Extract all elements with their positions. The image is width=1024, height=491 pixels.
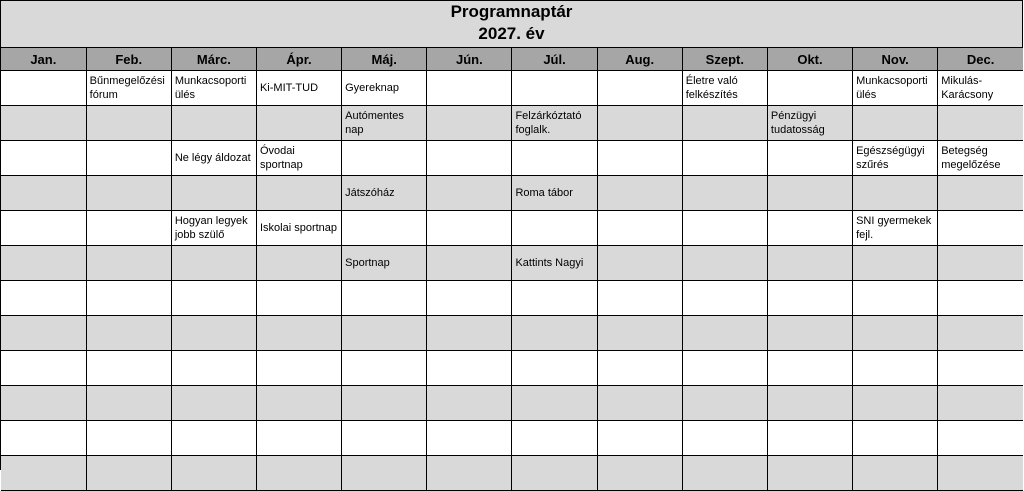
program-cell[interactable] — [682, 316, 767, 351]
program-cell[interactable] — [938, 246, 1023, 281]
program-cell[interactable] — [512, 316, 597, 351]
program-cell[interactable]: Egészségügyi szűrés — [853, 141, 938, 176]
month-header[interactable]: Okt. — [767, 48, 852, 71]
month-header[interactable]: Máj. — [342, 48, 427, 71]
program-cell[interactable] — [86, 106, 171, 141]
program-cell[interactable] — [512, 281, 597, 316]
program-cell[interactable] — [427, 211, 512, 246]
program-cell[interactable] — [682, 421, 767, 456]
program-cell[interactable] — [86, 246, 171, 281]
program-cell[interactable]: Autómentes nap — [342, 106, 427, 141]
program-cell[interactable] — [767, 141, 852, 176]
program-cell[interactable] — [1, 141, 86, 176]
program-cell[interactable]: Bűnmegelőzési fórum — [86, 71, 171, 106]
program-cell[interactable] — [1, 211, 86, 246]
month-header[interactable]: Ápr. — [256, 48, 341, 71]
table-row — [1, 386, 1023, 421]
program-cell[interactable] — [86, 386, 171, 421]
program-table — [1, 48, 1023, 491]
program-cell[interactable] — [1, 456, 86, 491]
month-header[interactable]: Júl. — [512, 48, 597, 71]
program-cell[interactable] — [1, 71, 86, 106]
program-cell[interactable]: Roma tábor — [512, 176, 597, 211]
program-cell[interactable] — [86, 456, 171, 491]
program-cell[interactable] — [427, 281, 512, 316]
program-cell[interactable] — [427, 71, 512, 106]
program-cell[interactable]: Betegség megelőzése — [938, 141, 1023, 176]
table-row — [1, 351, 1023, 386]
program-cell[interactable] — [342, 456, 427, 491]
program-cell[interactable] — [171, 421, 256, 456]
program-cell[interactable] — [597, 141, 682, 176]
month-header[interactable]: Dec. — [938, 48, 1023, 71]
program-cell[interactable] — [1, 351, 86, 386]
table-row — [1, 106, 1023, 141]
program-cell[interactable] — [342, 141, 427, 176]
program-cell[interactable] — [853, 351, 938, 386]
program-cell[interactable]: Ki-MIT-TUD — [256, 71, 341, 106]
program-cell[interactable] — [597, 71, 682, 106]
program-cell[interactable] — [682, 456, 767, 491]
program-cell[interactable] — [427, 351, 512, 386]
program-cell[interactable] — [256, 106, 341, 141]
program-cell[interactable]: Hogyan legyek jobb szülő — [171, 211, 256, 246]
table-row — [1, 421, 1023, 456]
table-row — [1, 176, 1023, 211]
program-cell[interactable] — [682, 246, 767, 281]
program-cell[interactable] — [512, 421, 597, 456]
program-cell[interactable] — [853, 246, 938, 281]
month-header[interactable]: Jan. — [1, 48, 86, 71]
program-cell[interactable]: Pénzügyi tudatosság — [767, 106, 852, 141]
program-cell[interactable] — [427, 246, 512, 281]
program-cell[interactable] — [682, 176, 767, 211]
program-cell[interactable] — [512, 71, 597, 106]
program-cell[interactable] — [597, 386, 682, 421]
program-cell[interactable] — [1, 386, 86, 421]
program-cell[interactable] — [597, 281, 682, 316]
program-cell[interactable] — [767, 351, 852, 386]
program-cell[interactable] — [342, 351, 427, 386]
program-cell[interactable] — [512, 211, 597, 246]
program-cell[interactable] — [256, 386, 341, 421]
program-cell[interactable]: Iskolai sportnap — [256, 211, 341, 246]
program-cell[interactable] — [256, 316, 341, 351]
month-header[interactable]: Nov. — [853, 48, 938, 71]
program-cell[interactable] — [767, 456, 852, 491]
program-cell[interactable]: Játszóház — [342, 176, 427, 211]
program-cell[interactable] — [1, 421, 86, 456]
program-cell[interactable] — [1, 106, 86, 141]
program-cell[interactable] — [86, 141, 171, 176]
program-cell[interactable] — [427, 421, 512, 456]
program-cell[interactable]: Gyereknap — [342, 71, 427, 106]
program-cell[interactable] — [767, 281, 852, 316]
program-cell[interactable] — [938, 316, 1023, 351]
program-cell[interactable] — [597, 456, 682, 491]
program-cell[interactable]: Óvodai sportnap — [256, 141, 341, 176]
program-cell[interactable] — [938, 456, 1023, 491]
program-cell[interactable] — [682, 351, 767, 386]
program-cell[interactable] — [1, 281, 86, 316]
program-cell[interactable] — [938, 106, 1023, 141]
program-cell[interactable] — [342, 421, 427, 456]
program-cell[interactable] — [256, 456, 341, 491]
program-cell[interactable] — [171, 176, 256, 211]
program-cell[interactable]: Mikulás-Karácsony — [938, 71, 1023, 106]
program-cell[interactable] — [597, 176, 682, 211]
program-cell[interactable]: Felzárkóztató foglalk. — [512, 106, 597, 141]
program-cell[interactable] — [1, 246, 86, 281]
program-cell[interactable] — [171, 246, 256, 281]
program-cell[interactable] — [938, 351, 1023, 386]
program-cell[interactable] — [767, 176, 852, 211]
calendar-title: Programnaptár — [450, 2, 573, 21]
program-cell[interactable] — [767, 386, 852, 421]
table-row — [1, 141, 1023, 176]
program-cell[interactable] — [853, 316, 938, 351]
program-cell[interactable] — [767, 246, 852, 281]
program-cell[interactable] — [597, 351, 682, 386]
program-cell[interactable] — [938, 386, 1023, 421]
table-row — [1, 281, 1023, 316]
program-cell[interactable] — [597, 421, 682, 456]
program-cell[interactable] — [767, 421, 852, 456]
program-cell[interactable] — [682, 281, 767, 316]
program-cell[interactable]: Sportnap — [342, 246, 427, 281]
program-cell[interactable] — [938, 281, 1023, 316]
program-cell[interactable] — [682, 211, 767, 246]
program-cell[interactable] — [853, 386, 938, 421]
program-cell[interactable]: Munkacsoporti ülés — [853, 71, 938, 106]
program-cell[interactable] — [853, 421, 938, 456]
program-cell[interactable] — [256, 421, 341, 456]
program-cell[interactable] — [853, 106, 938, 141]
program-cell[interactable] — [171, 281, 256, 316]
program-cell[interactable] — [171, 351, 256, 386]
program-cell[interactable] — [427, 106, 512, 141]
program-cell[interactable] — [597, 316, 682, 351]
program-cell[interactable] — [938, 176, 1023, 211]
program-cell[interactable] — [767, 316, 852, 351]
table-row — [1, 246, 1023, 281]
program-cell[interactable]: Kattints Nagyi — [512, 246, 597, 281]
program-cell[interactable]: Munkacsoporti ülés — [171, 71, 256, 106]
program-cell[interactable] — [171, 386, 256, 421]
program-cell[interactable] — [86, 211, 171, 246]
table-row — [1, 316, 1023, 351]
program-cell[interactable] — [427, 176, 512, 211]
month-header[interactable]: Márc. — [171, 48, 256, 71]
program-cell[interactable] — [427, 316, 512, 351]
program-table-body — [1, 71, 1023, 491]
program-cell[interactable] — [171, 316, 256, 351]
program-cell[interactable] — [853, 281, 938, 316]
program-cell[interactable] — [1, 316, 86, 351]
program-cell[interactable] — [512, 386, 597, 421]
program-cell[interactable] — [256, 246, 341, 281]
program-cell[interactable] — [853, 176, 938, 211]
month-header-row — [1, 48, 1023, 71]
month-header[interactable]: Aug. — [597, 48, 682, 71]
program-cell[interactable]: Életre való felkészítés — [682, 71, 767, 106]
program-cell[interactable] — [171, 456, 256, 491]
program-cell[interactable] — [1, 176, 86, 211]
month-header[interactable]: Jún. — [427, 48, 512, 71]
program-cell[interactable] — [427, 386, 512, 421]
program-cell[interactable] — [256, 176, 341, 211]
program-cell[interactable]: SNI gyermekek fejl. — [853, 211, 938, 246]
program-cell[interactable] — [86, 281, 171, 316]
program-cell[interactable] — [853, 456, 938, 491]
program-cell[interactable] — [342, 211, 427, 246]
program-cell[interactable] — [86, 176, 171, 211]
program-cell[interactable] — [597, 246, 682, 281]
program-cell[interactable] — [597, 106, 682, 141]
program-cell[interactable] — [512, 456, 597, 491]
program-cell[interactable] — [767, 211, 852, 246]
program-cell[interactable] — [682, 106, 767, 141]
program-cell[interactable] — [682, 386, 767, 421]
program-cell[interactable] — [512, 141, 597, 176]
program-cell[interactable] — [427, 141, 512, 176]
month-header[interactable]: Szept. — [682, 48, 767, 71]
program-cell[interactable] — [512, 351, 597, 386]
program-cell[interactable] — [342, 281, 427, 316]
program-cell[interactable] — [86, 316, 171, 351]
calendar-year: 2027. év — [478, 24, 545, 43]
program-cell[interactable] — [682, 141, 767, 176]
title-block — [1, 1, 1022, 48]
program-cell[interactable] — [171, 106, 256, 141]
program-cell[interactable] — [597, 211, 682, 246]
program-cell[interactable] — [767, 71, 852, 106]
program-cell[interactable] — [342, 386, 427, 421]
month-header[interactable]: Feb. — [86, 48, 171, 71]
program-cell[interactable] — [256, 351, 341, 386]
program-cell[interactable] — [256, 281, 341, 316]
program-cell[interactable] — [86, 421, 171, 456]
table-row — [1, 456, 1023, 491]
program-cell[interactable] — [342, 316, 427, 351]
table-row — [1, 71, 1023, 106]
program-cell[interactable] — [427, 456, 512, 491]
table-row — [1, 211, 1023, 246]
program-cell[interactable] — [938, 421, 1023, 456]
program-cell[interactable]: Ne légy áldozat — [171, 141, 256, 176]
program-cell[interactable] — [938, 211, 1023, 246]
program-cell[interactable] — [86, 351, 171, 386]
